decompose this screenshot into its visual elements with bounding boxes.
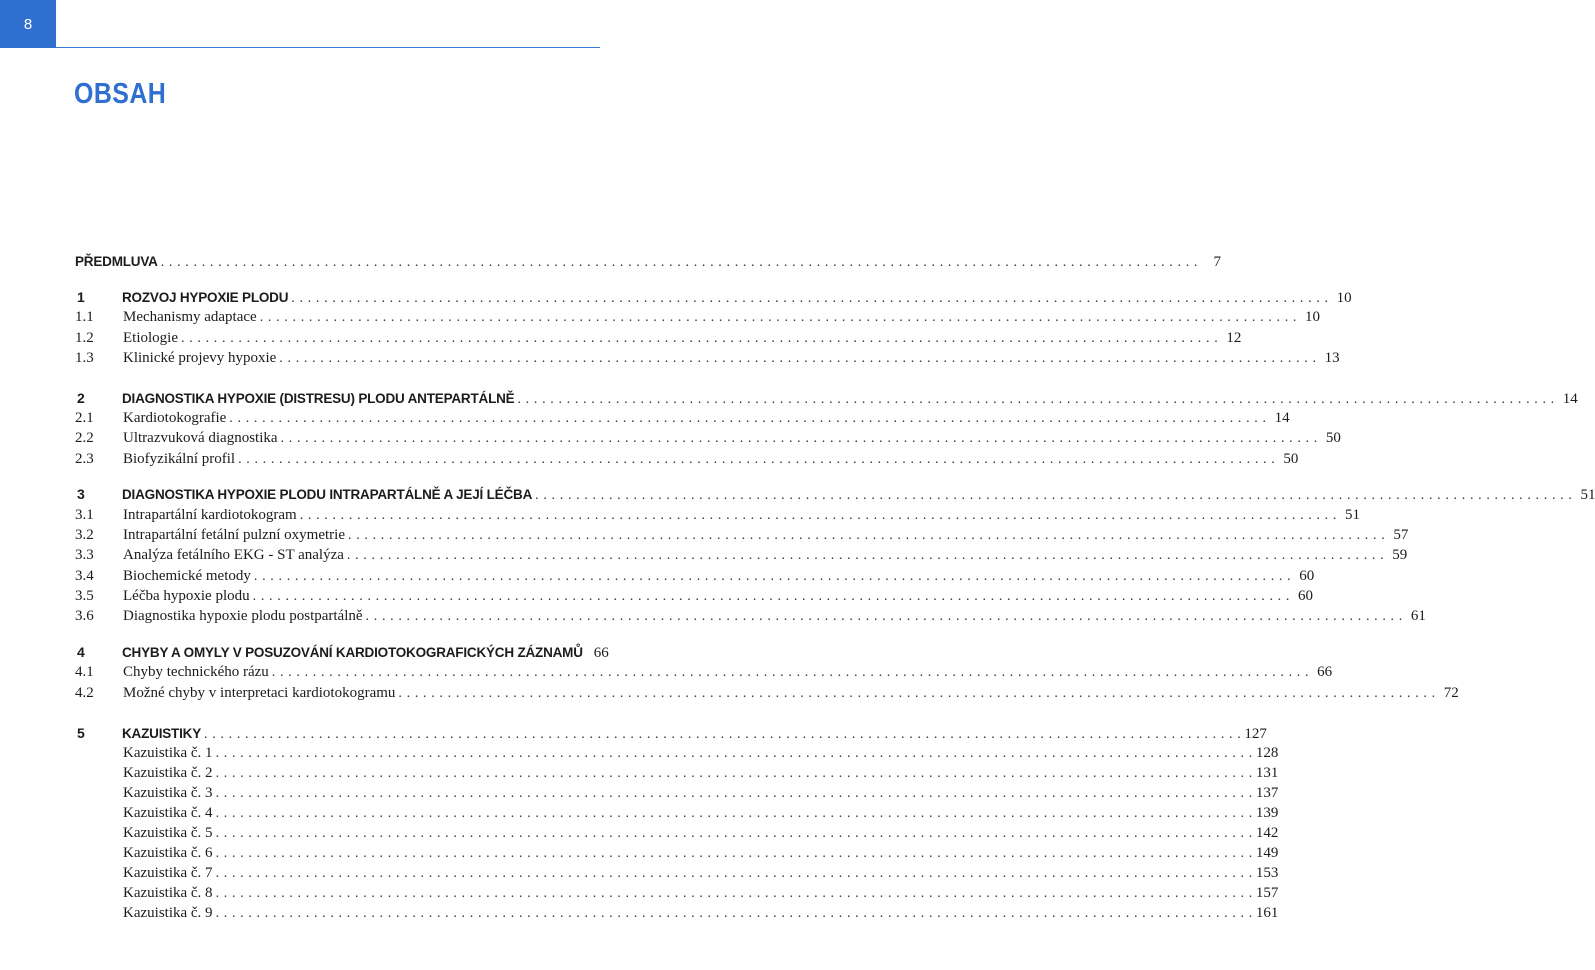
toc-entry xyxy=(75,547,1408,567)
toc-entry-page: 14 xyxy=(1562,391,1578,407)
dot-leader xyxy=(216,866,1253,882)
toc-entry-number: 4.2 xyxy=(75,685,94,701)
toc-entry-number: 4 xyxy=(77,644,85,660)
toc-entry-title: Diagnostika hypoxie plodu postpartálně xyxy=(123,608,363,624)
toc-entry xyxy=(75,410,1290,430)
toc-entry-number: 1.2 xyxy=(75,330,94,346)
dot-leader xyxy=(272,665,1309,681)
toc-entry-page: 127 xyxy=(1244,726,1267,742)
toc-entry-page: 149 xyxy=(1255,845,1279,861)
toc-entry-title: ROZVOJ HYPOXIE PLODU xyxy=(122,290,289,305)
toc-entry-page: 131 xyxy=(1255,765,1279,781)
toc-entry xyxy=(75,725,1267,745)
toc-entry-title: Kazuistika č. 6 xyxy=(123,845,213,861)
dot-leader xyxy=(216,786,1253,802)
toc-entry-title: Kazuistika č. 2 xyxy=(123,765,213,781)
toc-entry-title: Biofyzikální profil xyxy=(123,451,236,467)
toc-entry xyxy=(75,527,1409,547)
toc-entry xyxy=(75,486,1595,506)
dot-leader xyxy=(181,331,1218,347)
toc-entry-page: 137 xyxy=(1255,785,1279,801)
dot-leader xyxy=(300,508,1337,524)
toc-entry-number: 3 xyxy=(77,486,85,502)
toc-entry-title: Kazuistika č. 9 xyxy=(123,905,213,921)
dot-leader xyxy=(398,686,1435,702)
dot-leader xyxy=(347,548,1384,564)
toc-entry-title: Analýza fetálního EKG - ST analýza xyxy=(123,547,344,563)
toc-entry xyxy=(75,805,1279,825)
toc-entry xyxy=(75,644,609,664)
toc-entry-title: Intrapartální fetální pulzní oxymetrie xyxy=(123,527,345,543)
toc-entry-page: 10 xyxy=(1305,309,1321,325)
dot-leader xyxy=(216,766,1253,782)
toc-entry-title: Etiologie xyxy=(123,330,178,346)
dot-leader xyxy=(279,351,1316,367)
toc-entry-number: 3.1 xyxy=(75,507,94,523)
toc-entry xyxy=(75,309,1321,329)
toc-entry-number: 3.5 xyxy=(75,588,94,604)
toc-entry xyxy=(75,451,1299,471)
dot-leader xyxy=(253,589,1290,605)
toc-entry xyxy=(75,330,1242,350)
toc-entry-number: 3.6 xyxy=(75,608,94,624)
dot-leader xyxy=(348,528,1385,544)
dot-leader xyxy=(216,826,1253,842)
toc-entry xyxy=(75,745,1279,765)
toc-entry xyxy=(75,430,1341,450)
dot-leader xyxy=(281,431,1318,447)
page-number: 8 xyxy=(23,15,33,33)
dot-leader xyxy=(216,906,1253,922)
toc-entry xyxy=(75,568,1315,588)
toc-entry-title: Mechanismy adaptace xyxy=(123,309,257,325)
toc-entry-title: Léčba hypoxie plodu xyxy=(123,588,250,604)
toc-entry-number: 2 xyxy=(77,390,85,406)
toc-entry-page: 157 xyxy=(1255,885,1279,901)
toc-entry-title: Kazuistika č. 1 xyxy=(123,745,213,761)
toc-entry-page: 128 xyxy=(1255,745,1279,761)
toc-entry-title: Možné chyby v interpretaci kardiotokogramu xyxy=(123,685,396,701)
toc-entry-title: DIAGNOSTIKA HYPOXIE PLODU INTRAPARTÁLNĚ A JEJÍ LÉČBA xyxy=(122,487,533,502)
dot-leader xyxy=(229,411,1266,427)
toc-entry-title: Kazuistika č. 8 xyxy=(123,885,213,901)
header-rule xyxy=(56,47,600,48)
toc-entry-page: 50 xyxy=(1283,451,1299,467)
toc-entry-page: 50 xyxy=(1325,430,1341,446)
dot-leader xyxy=(535,488,1572,504)
toc-entry-page: 60 xyxy=(1299,568,1315,584)
dot-leader xyxy=(216,886,1253,902)
toc-entry-number: 2.3 xyxy=(75,451,94,467)
toc-entry-number: 2.1 xyxy=(75,410,94,426)
toc-entry-page: 51 xyxy=(1580,487,1595,503)
toc-entry-page: 61 xyxy=(1410,608,1426,624)
dot-leader xyxy=(366,609,1403,625)
toc-entry xyxy=(75,608,1426,628)
toc-entry-number: 1 xyxy=(77,289,85,305)
dot-leader xyxy=(260,310,1297,326)
toc-entry xyxy=(75,350,1340,370)
dot-leader xyxy=(216,746,1253,762)
toc-entry xyxy=(75,785,1279,805)
toc-entry-page: 60 xyxy=(1297,588,1313,604)
toc-entry-number: 3.2 xyxy=(75,527,94,543)
toc-entry-page: 14 xyxy=(1274,410,1290,426)
toc-entry xyxy=(75,685,1459,705)
toc-entry-page: 51 xyxy=(1345,507,1360,523)
toc-entry-page: 66 xyxy=(593,645,609,661)
toc-entry xyxy=(75,865,1279,885)
toc-entry-page: 161 xyxy=(1255,905,1279,921)
toc-entry-number: 1.1 xyxy=(75,309,94,325)
toc-entry-page: 142 xyxy=(1255,825,1279,841)
toc-entry-number: 1.3 xyxy=(75,350,94,366)
toc-entry xyxy=(75,845,1279,865)
toc-entry-page: 7 xyxy=(1213,254,1222,270)
toc-entry-page: 153 xyxy=(1255,865,1279,881)
toc-entry-page: 10 xyxy=(1336,290,1352,306)
toc-entry xyxy=(75,664,1333,684)
toc-entry xyxy=(75,254,1222,274)
dot-leader xyxy=(161,255,1198,271)
toc-entry-title: Biochemické metody xyxy=(123,568,251,584)
toc-entry-page: 66 xyxy=(1317,664,1333,680)
toc-entry-page: 57 xyxy=(1393,527,1409,543)
toc-entry xyxy=(75,825,1279,845)
toc-entry-title: Intrapartální kardiotokogram xyxy=(123,507,297,523)
dot-leader xyxy=(216,846,1253,862)
dot-leader xyxy=(254,569,1291,585)
toc-entry-title: Chyby technického rázu xyxy=(123,664,269,680)
toc-entry-number: 4.1 xyxy=(75,664,94,680)
page-title: OBSAH xyxy=(74,78,167,110)
toc-entry-title: KAZUISTIKY xyxy=(122,726,202,741)
toc-entry xyxy=(75,765,1279,785)
toc-entry-title: DIAGNOSTIKA HYPOXIE (DISTRESU) PLODU ANTEPARTÁLNĚ xyxy=(122,391,515,406)
toc-entry-title: Klinické projevy hypoxie xyxy=(123,350,277,366)
toc-entry-title: Kardiotokografie xyxy=(123,410,227,426)
toc-entry xyxy=(75,885,1279,905)
dot-leader xyxy=(204,727,1241,743)
toc-entry-title: Kazuistika č. 5 xyxy=(123,825,213,841)
page-number-tab xyxy=(0,0,56,48)
toc-entry-number: 5 xyxy=(77,725,85,741)
toc-entry-title: PŘEDMLUVA xyxy=(75,254,158,269)
toc-entry xyxy=(75,507,1360,527)
dot-leader xyxy=(517,392,1554,408)
toc-entry-title: CHYBY A OMYLY V POSUZOVÁNÍ KARDIOTOKOGRAFICKÝCH ZÁZNAMŮ xyxy=(122,645,583,660)
toc-entry-number: 3.3 xyxy=(75,547,94,563)
dot-leader xyxy=(216,806,1253,822)
toc-entry xyxy=(75,289,1352,309)
toc-entry-page: 12 xyxy=(1226,330,1242,346)
dot-leader xyxy=(238,452,1275,468)
toc-entry-title: Kazuistika č. 4 xyxy=(123,805,213,821)
toc-entry-page: 139 xyxy=(1255,805,1279,821)
toc-entry-title: Kazuistika č. 3 xyxy=(123,785,213,801)
toc-entry-title: Ultrazvuková diagnostika xyxy=(123,430,278,446)
toc-entry-title: Kazuistika č. 7 xyxy=(123,865,213,881)
toc-entry xyxy=(75,390,1578,410)
toc-entry-number: 3.4 xyxy=(75,568,94,584)
dot-leader xyxy=(291,291,1328,307)
toc-entry xyxy=(75,588,1313,608)
toc-entry-page: 13 xyxy=(1324,350,1340,366)
toc-entry-number: 2.2 xyxy=(75,430,94,446)
toc-entry-page: 59 xyxy=(1392,547,1408,563)
toc-entry xyxy=(75,905,1279,925)
toc-entry-page: 72 xyxy=(1443,685,1459,701)
